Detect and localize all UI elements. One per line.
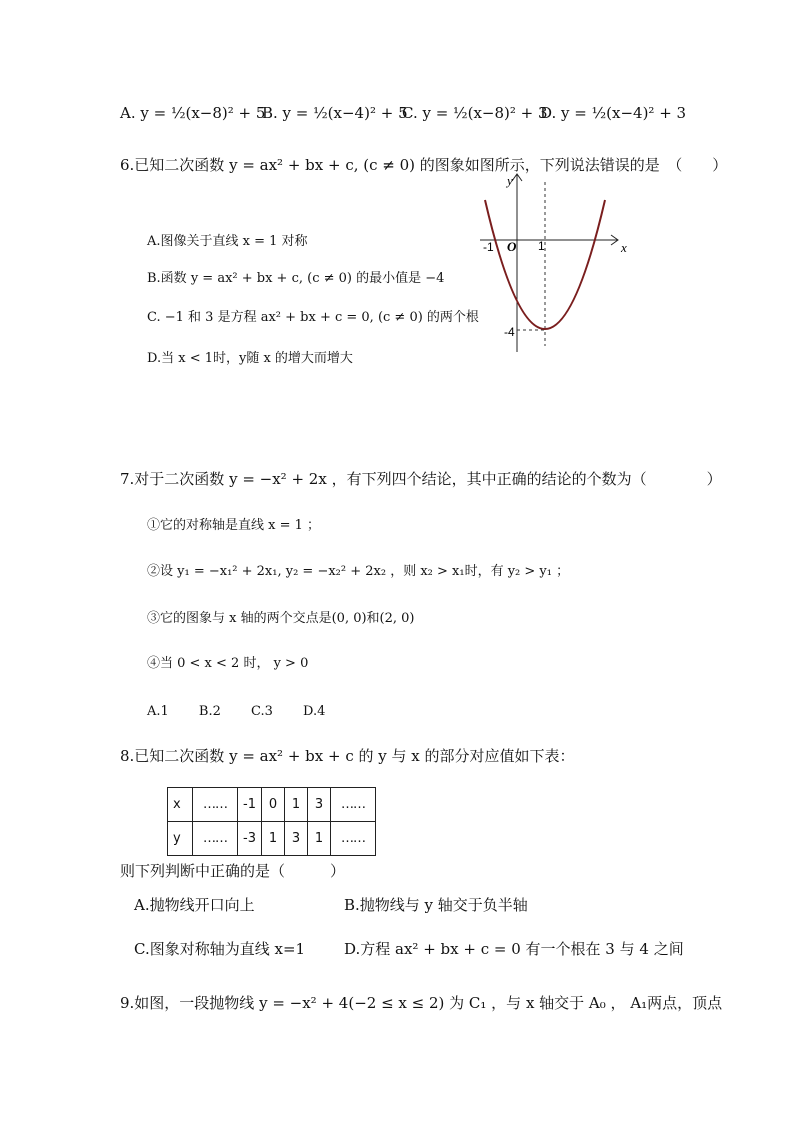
q7-choices: A.1 B.2 C.3 D.4 [147,704,326,719]
table-cell: 1 [261,822,284,856]
q5-option-b: B. y = ½(x−4)² + 5 [262,104,408,122]
table-cell: 3 [307,788,330,822]
table-cell: …… [330,822,375,856]
table-cell: 1 [307,822,330,856]
table-cell: x [168,788,193,822]
y-axis-label: y [507,173,513,188]
q7-item-4: ④当 0 < x < 2 时， y > 0 [147,656,309,671]
q6-stem: 6.已知二次函数 y = ax² + bx + c, (c ≠ 0) 的图象如图所示，下列说法错误的是 （ ） [120,156,728,174]
q7-item-2: ②设 y₁ = −x₁² + 2x₁, y₂ = −x₂² + 2x₂ ，则 x₂ > x₁时，有 y₂ > y₁ ； [147,564,570,579]
tick-label-1: 1 [538,239,545,253]
q6-option-d: D.当 x < 1时，y随 x 的增大而增大 [147,351,353,366]
table-cell: 0 [261,788,284,822]
q9-stem: 9.如图，一段抛物线 y = −x² + 4(−2 ≤ x ≤ 2) 为 C₁ ，与 x 轴交于 A₀ ， A₁两点，顶点 [120,994,723,1012]
table-cell: …… [193,822,238,856]
table-row-y [168,822,376,856]
q8-prompt: 则下列判断中正确的是（ ） [120,862,346,880]
table-cell: …… [193,788,238,822]
q6-option-a: A.图像关于直线 x = 1 对称 [147,234,308,249]
q8-option-d: D.方程 ax² + bx + c = 0 有一个根在 3 与 4 之间 [344,940,684,958]
value-table [167,787,376,856]
parabola-graph [470,168,630,353]
q6-option-c: C. −1 和 3 是方程 ax² + bx + c = 0, (c ≠ 0) 的两个根 [147,310,479,325]
q7-stem: 7.对于二次函数 y = −x² + 2x ，有下列四个结论，其中正确的结论的个数为（ ） [120,470,722,488]
tick-label-neg1: -1 [483,240,494,254]
q8-option-a: A.抛物线开口向上 [134,896,255,914]
table-row-x [168,788,376,822]
q5-option-d: D. y = ½(x−4)² + 3 [540,104,687,122]
origin-label: O [507,239,517,254]
tick-label-neg4: -4 [504,325,515,339]
q8-option-c: C.图象对称轴为直线 x=1 [134,940,306,958]
table-cell: -1 [238,788,262,822]
table-cell: …… [330,788,375,822]
table-cell: 3 [284,822,307,856]
table-cell: y [168,822,193,856]
table-cell: 1 [284,788,307,822]
q5-option-a: A. y = ½(x−8)² + 5 [120,104,266,122]
q5-option-c: C. y = ½(x−8)² + 3 [402,104,548,122]
q6-option-b: B.函数 y = ax² + bx + c, (c ≠ 0) 的最小值是 −4 [147,271,445,286]
q8-option-b: B.抛物线与 y 轴交于负半轴 [344,896,528,914]
table-cell: -3 [238,822,262,856]
q7-item-1: ①它的对称轴是直线 x = 1 ； [147,518,321,533]
q7-item-3: ③它的图象与 x 轴的两个交点是(0, 0)和(2, 0) [147,611,415,626]
x-axis-label: x [621,240,627,255]
q8-stem: 8.已知二次函数 y = ax² + bx + c 的 y 与 x 的部分对应值如下表： [120,747,575,765]
